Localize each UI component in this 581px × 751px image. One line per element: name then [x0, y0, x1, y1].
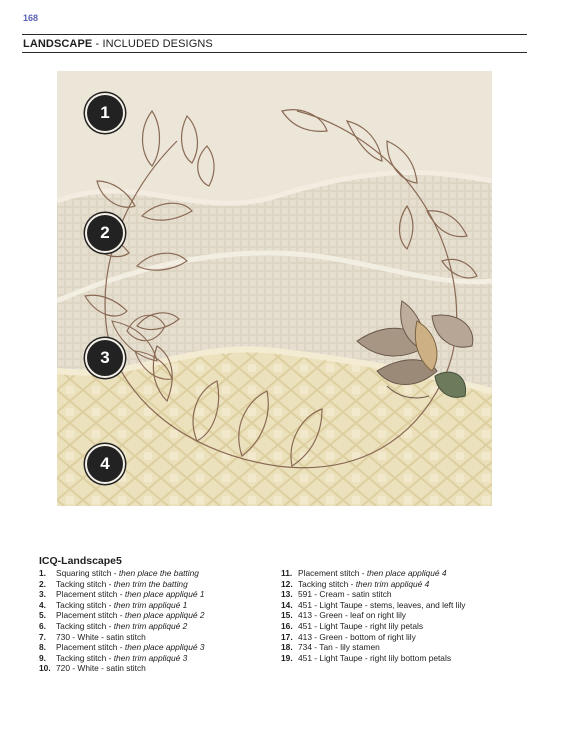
- step-instruction: then place appliqué 1: [124, 589, 205, 600]
- step-text: Squaring stitch -: [56, 568, 119, 578]
- step-item: [281, 642, 465, 653]
- step-number: 9.: [39, 652, 46, 663]
- heading-separator: -: [92, 38, 103, 50]
- step-instruction: then trim appliqué 1: [113, 599, 188, 610]
- step-instruction: then trim appliqué 3: [113, 652, 188, 663]
- step-item: [39, 568, 205, 579]
- step-number: 1.: [39, 568, 46, 578]
- step-number: 14.: [281, 599, 293, 610]
- step-number: 11.: [281, 568, 293, 578]
- step-item: [39, 600, 205, 611]
- step-text: 413 - Green - leaf on right lily: [298, 610, 406, 621]
- step-text: 413 - Green - bottom of right lily: [298, 631, 416, 642]
- step-instruction: then place appliqué 4: [366, 568, 447, 578]
- step-item: [39, 589, 205, 600]
- step-text: 451 - Light Taupe - right lily petals: [298, 620, 424, 631]
- step-number: 7.: [39, 631, 46, 642]
- callout-badge-1: 1: [85, 93, 125, 133]
- step-item: [281, 610, 465, 621]
- step-item: [39, 610, 205, 621]
- section-title: LANDSCAPE: [23, 38, 93, 50]
- step-item: [39, 653, 205, 664]
- step-instruction: then place appliqué 3: [124, 642, 205, 653]
- step-instruction: then trim appliqué 2: [113, 620, 188, 631]
- page-heading: [23, 38, 213, 50]
- step-number: 4.: [39, 599, 46, 610]
- step-text: 730 - White - satin stitch: [56, 631, 146, 642]
- step-number: 2.: [39, 578, 46, 589]
- step-text: Tacking stitch -: [56, 652, 114, 663]
- step-text: Tacking stitch -: [56, 599, 114, 610]
- subsection-title: INCLUDED DESIGNS: [102, 38, 213, 50]
- step-text: 591 - Cream - satin stitch: [298, 589, 392, 600]
- step-number: 13.: [281, 589, 293, 600]
- steps-list-left: [39, 568, 205, 674]
- step-item: [39, 579, 205, 590]
- step-item: [39, 621, 205, 632]
- embroidery-photo: [57, 71, 492, 506]
- step-text: Tacking stitch -: [56, 578, 114, 589]
- step-item: [39, 663, 205, 674]
- callout-badge-3: 3: [85, 338, 125, 378]
- step-number: 16.: [281, 620, 293, 631]
- step-text: Placement stitch -: [56, 610, 125, 621]
- step-number: 10.: [39, 663, 51, 674]
- steps-list-right: [281, 568, 465, 663]
- step-number: 18.: [281, 642, 293, 653]
- step-text: 451 - Light Taupe - stems, leaves, and left lily: [298, 599, 466, 610]
- step-item: [39, 642, 205, 653]
- step-item: [281, 568, 465, 579]
- step-item: [281, 653, 465, 664]
- design-title: ICQ-Landscape5: [39, 555, 122, 567]
- step-number: 17.: [281, 631, 293, 642]
- step-item: [281, 621, 465, 632]
- step-text: 720 - White - satin stitch: [56, 663, 146, 674]
- step-text: Placement stitch -: [56, 642, 125, 653]
- callout-badge-4: 4: [85, 444, 125, 484]
- step-instruction: then place appliqué 2: [124, 610, 205, 621]
- step-text: Placement stitch -: [298, 568, 367, 578]
- header-rule-bottom: [22, 52, 527, 53]
- step-item: [281, 589, 465, 600]
- header-rule-top: [22, 34, 527, 35]
- step-number: 8.: [39, 642, 46, 653]
- step-text: 451 - Light Taupe - right lily bottom petals: [298, 652, 452, 663]
- step-instruction: then place the batting: [118, 568, 199, 578]
- step-item: [281, 632, 465, 643]
- step-number: 5.: [39, 610, 46, 621]
- step-item: [39, 632, 205, 643]
- step-number: 19.: [281, 652, 293, 663]
- step-number: 6.: [39, 620, 46, 631]
- callout-badge-2: 2: [85, 213, 125, 253]
- step-text: 734 - Tan - lily stamen: [298, 642, 380, 653]
- step-text: Placement stitch -: [56, 589, 125, 600]
- step-number: 3.: [39, 589, 46, 600]
- step-text: Tacking stitch -: [298, 578, 356, 589]
- step-item: [281, 600, 465, 611]
- step-number: 12.: [281, 578, 293, 589]
- step-number: 15.: [281, 610, 293, 621]
- step-instruction: then trim the batting: [113, 578, 188, 589]
- step-text: Tacking stitch -: [56, 620, 114, 631]
- step-item: [281, 579, 465, 590]
- step-instruction: then trim appliqué 4: [355, 578, 430, 589]
- page-number: 168: [23, 13, 39, 23]
